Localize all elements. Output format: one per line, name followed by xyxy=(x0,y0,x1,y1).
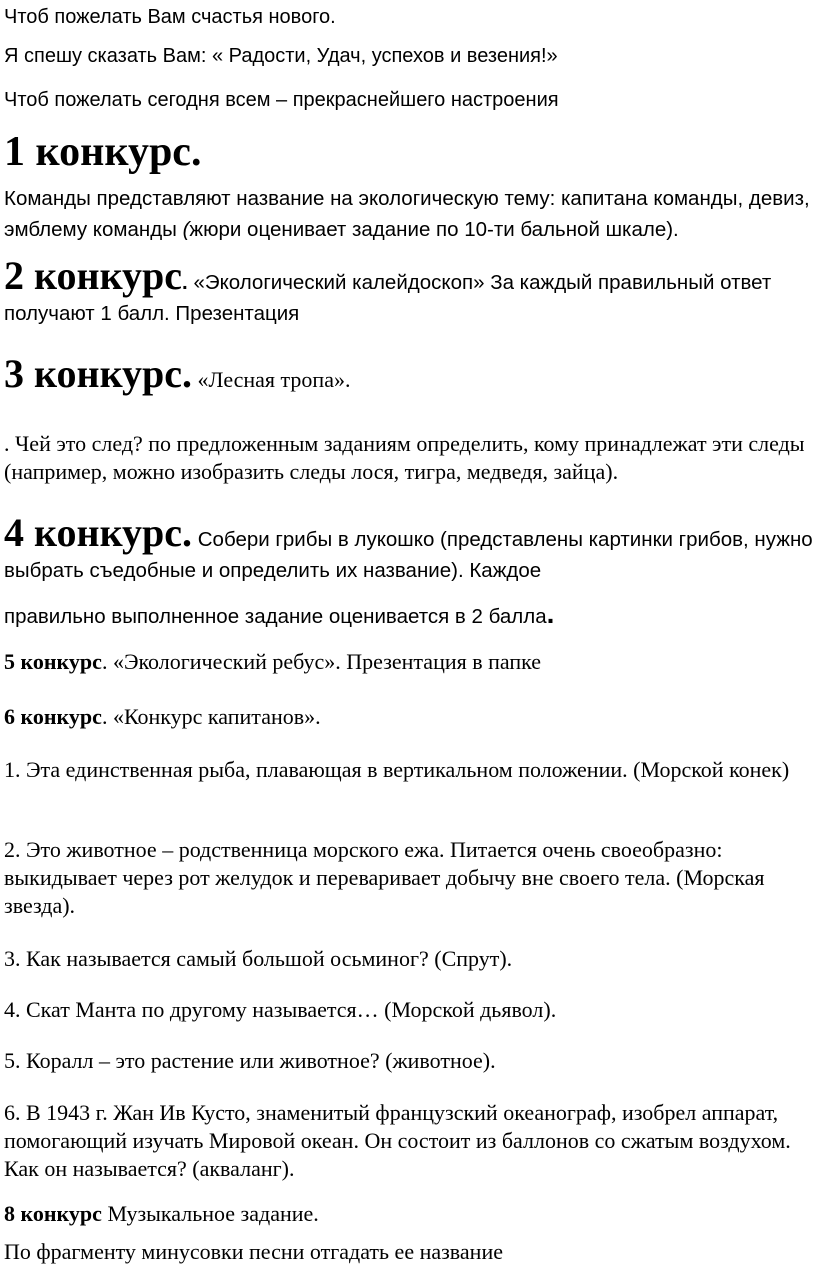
contest-8-block xyxy=(4,1200,814,1228)
contest-5-text: . «Экологический ребус». Презентация в папке xyxy=(101,649,542,674)
contest-1-text-b: жюри оценивает задание по 10-ти бальной шкале). xyxy=(189,218,679,241)
contest-4-block xyxy=(4,510,814,586)
contest-1-heading: 1 конкурс. xyxy=(4,129,202,175)
contest-4-text-b: правильно выполненное задание оценивается в 2 балла xyxy=(4,605,547,628)
question-2: 2. Это животное – родственница морского ежа. Питается очень своеобразно: выкидывает через рот желудок и переваривает добычу вне своего тела. (Морская звезда). xyxy=(4,837,765,918)
intro-line-2: Я спешу сказать Вам: « Радости, Удач, успехов и везения!» xyxy=(4,45,558,67)
contest-6-block xyxy=(4,703,814,731)
question-5: 5. Коралл – это растение или животное? (животное). xyxy=(4,1048,496,1073)
contest-1-text-a: Команды представляют название на экологическую тему: капитана команды, девиз, эмблему команды xyxy=(4,187,810,241)
question-6: 6. В 1943 г. Жан Ив Кусто, знаменитый французский океанограф, изобрел аппарат, помогающий изучать Мировой океан. Он состоит из баллонов со сжатым воздухом. Как он называется? (акваланг). xyxy=(4,1100,791,1181)
contest-3-task: . Чей это след? по предложенным заданиям определить, кому принадлежат эти следы (например, можно изобразить следы лося, тигра, медведя, зайца). xyxy=(4,431,805,484)
contest-6-heading: 6 конкурс xyxy=(4,704,102,729)
contest-5-block xyxy=(4,648,814,676)
contest-4-end-dot: . xyxy=(546,598,555,629)
contest-3-heading: 3 конкурс. xyxy=(4,351,193,396)
contest-2-dot: . xyxy=(182,271,188,294)
contest-8-heading: 8 конкурс xyxy=(4,1201,102,1226)
question-4: 4. Скат Манта по другому называется… (Морской дьявол). xyxy=(4,997,557,1022)
contest-1-paren: ( xyxy=(182,218,190,241)
contest-1-text xyxy=(4,183,814,245)
contest-2-text: «Экологический калейдоскоп» За каждый правильный ответ получают 1 балл. Презентация xyxy=(4,271,772,325)
intro-line-3: Чтоб пожелать сегодня всем – прекраснейшего настроения xyxy=(4,89,559,111)
contest-3-block xyxy=(4,351,814,396)
contest-3-text: «Лесная тропа». xyxy=(192,367,351,392)
contest-4-text-a: Собери грибы в лукошко (представлены картинки грибов, нужно выбрать съедобные и определить их название). Каждое xyxy=(4,528,813,582)
question-1: 1. Эта единственная рыба, плавающая в вертикальном положении. (Морской конек) xyxy=(4,757,790,782)
intro-line-1: Чтоб пожелать Вам счастья нового. xyxy=(4,6,336,28)
contest-4-text-line xyxy=(4,598,814,632)
contest-2-heading: 2 конкурс xyxy=(4,253,183,298)
contest-6-text: . «Конкурс капитанов». xyxy=(101,704,321,729)
question-3: 3. Как называется самый большой осьминог? (Спрут). xyxy=(4,946,513,971)
contest-5-heading: 5 конкурс xyxy=(4,649,102,674)
contest-4-heading: 4 конкурс. xyxy=(4,510,193,555)
contest-2-block xyxy=(4,253,814,329)
contest-8-text: Музыкальное задание. xyxy=(101,1201,319,1226)
contest-8-task: По фрагменту минусовки песни отгадать ее название xyxy=(4,1239,503,1264)
